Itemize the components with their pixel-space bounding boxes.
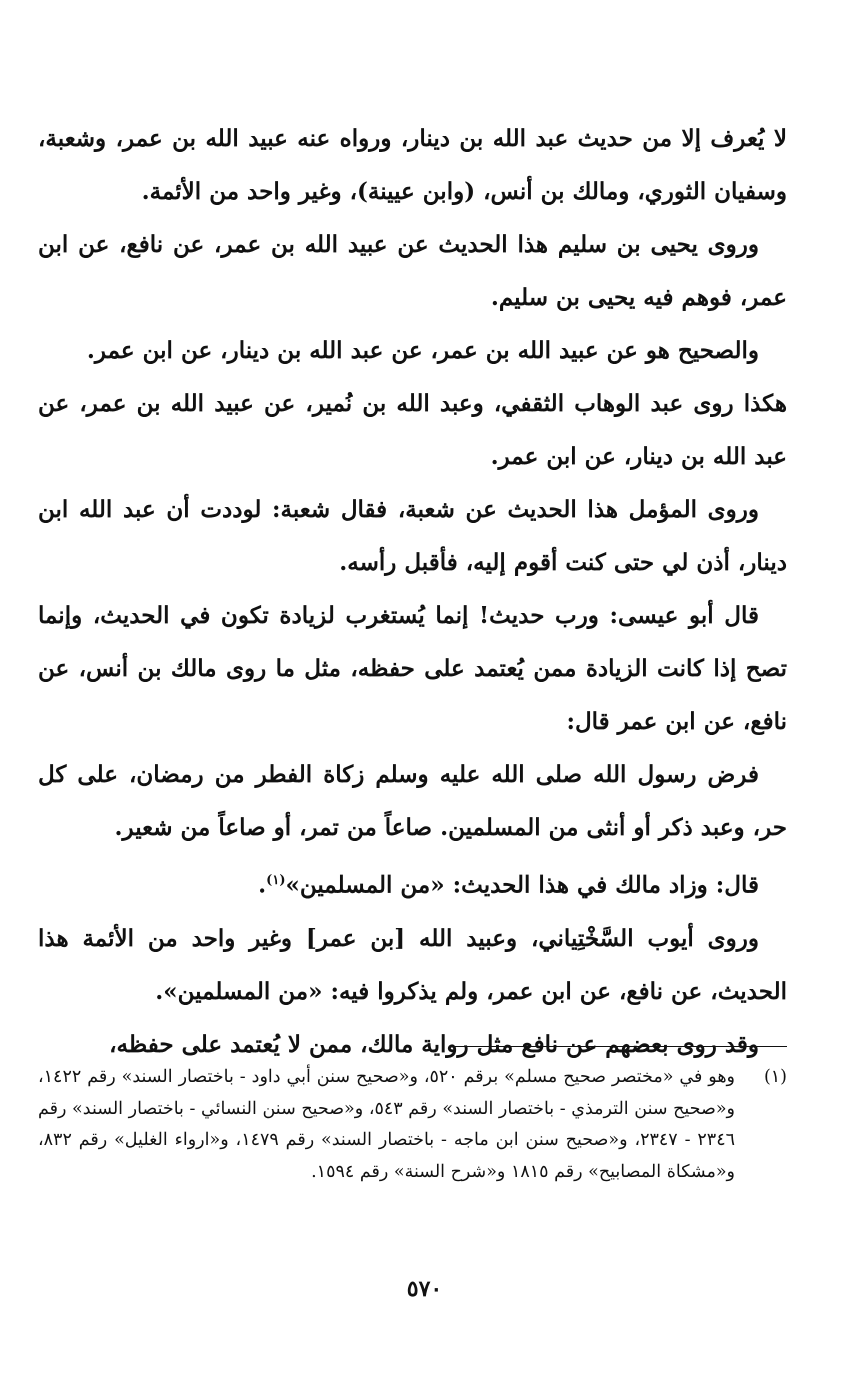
paragraph-text: قال: وزاد مالك في هذا الحديث: «من المسلمين» xyxy=(285,871,759,899)
paragraph: والصحيح هو عن عبيد الله بن عمر، عن عبد الله بن دينار، عن ابن عمر. xyxy=(86,337,759,364)
paragraph: لا يُعرف إلا من حديث عبد الله بن دينار، ورواه عنه عبيد الله بن عمر، وشعبة، وسفيان الثوري، ومالك بن أنس، (وابن عيينة)، وغير واحد من الأئمة. xyxy=(38,125,787,205)
paragraph: وروى المؤمل هذا الحديث عن شعبة، فقال شعبة: لوددت أن عبد الله ابن دينار، أذن لي حتى كنت أقوم إليه، فأقبل رأسه. xyxy=(38,496,787,576)
main-text xyxy=(38,112,787,1071)
paragraph: وروى أيوب السَّخْتِياني، وعبيد الله [بن عمر] وغير واحد من الأئمة هذا الحديث، عن نافع، عن ابن عمر، ولم يذكروا فيه: «من المسلمين». xyxy=(38,924,787,1005)
paragraph-end-punct: . xyxy=(258,871,267,899)
footnote-separator xyxy=(454,1046,787,1047)
paragraph: فرض رسول الله صلى الله عليه وسلم زكاة الفطر من رمضان، على كل حر، وعبد ذكر أو أنثى من المسلمين. صاعاً من تمر، أو صاعاً من شعير. xyxy=(38,761,787,841)
paragraph: وروى يحيى بن سليم هذا الحديث عن عبيد الله بن عمر، عن نافع، عن ابن عمر، فوهم فيه يحيى بن سليم. xyxy=(38,231,787,311)
page-number: ٥٧٠ xyxy=(406,1276,443,1302)
footnote-ref: (١) xyxy=(266,873,286,888)
footnote-1 xyxy=(38,1062,787,1188)
footnote-marker: (١) xyxy=(763,1067,787,1087)
footnotes xyxy=(38,1062,787,1188)
paragraph: وقد روى بعضهم عن نافع مثل رواية مالك، ممن لا يُعتمد على حفظه، xyxy=(109,1030,759,1058)
paragraph: هكذا روى عبد الوهاب الثقفي، وعبد الله بن نُمير، عن عبيد الله بن عمر، عن عبد الله بن دينار، عن ابن عمر. xyxy=(38,390,787,470)
paragraph: قال أبو عيسى: ورب حديث! إنما يُستغرب لزيادة تكون في الحديث، وإنما تصح إذا كانت الزيادة ممن يُعتمد على حفظه، مثل ما روى مالك بن أنس، عن نافع، عن ابن عمر قال: xyxy=(38,602,787,735)
footnote-text: وهو في «مختصر صحيح مسلم» برقم ٥٢٠، و«صحيح سنن أبي داود - باختصار السند» رقم ١٤٢٢، و«صحيح سنن الترمذي - باختصار السند» رقم ٥٤٣، و«صحيح سنن النسائي - باختصار السند» رقم ٢٣٤٦ - ٢٣٤٧، و«صحيح سنن ابن ماجه - باختصار السند» رقم ١٤٧٩، و«ارواء الغليل» رقم ٨٣٢، و«مشكاة المصابيح» رقم ١٨١٥ و«شرح السنة» رقم ١٥٩٤. xyxy=(38,1067,736,1182)
paragraph-with-footnote xyxy=(38,854,787,912)
